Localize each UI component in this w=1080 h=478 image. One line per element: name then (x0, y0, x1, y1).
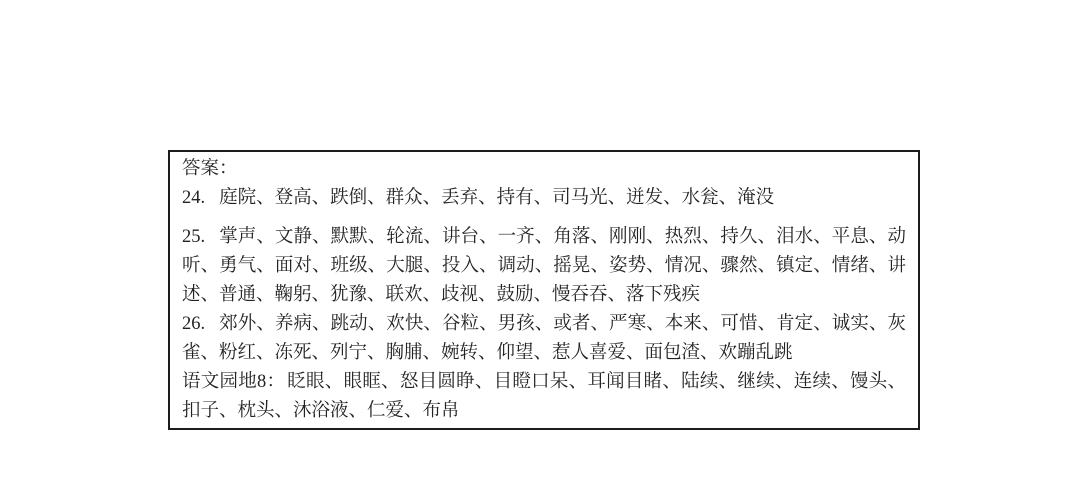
answer-words-26: 郊外、养病、跳动、欢快、谷粒、男孩、或者、严寒、本来、可惜、肯定、诚实、灰雀、粉红、冻死、列宁、胸脯、婉转、仰望、惹人喜爱、面包渣、欢蹦乱跳 (182, 314, 906, 363)
answer-number-24: 24. (182, 188, 206, 208)
answer-box (168, 150, 920, 430)
answer-number-26: 26. (182, 314, 206, 334)
answer-line-24 (182, 184, 906, 213)
answer-line-yuwenyuandi-8 (182, 368, 906, 426)
answer-words-25: 掌声、文静、默默、轮流、讲台、一齐、角落、刚刚、热烈、持久、泪水、平息、动听、勇气、面对、班级、大腿、投入、调动、摇晃、姿势、情况、骤然、镇定、情绪、讲述、普通、鞠躬、犹豫、联欢、歧视、鼓励、慢吞吞、落下残疾 (182, 227, 906, 305)
answer-words-24: 庭院、登高、跌倒、群众、丢弃、持有、司马光、迸发、水瓮、淹没 (219, 188, 775, 208)
answer-words-yuwenyuandi-8: 眨眼、眼眶、怒目圆睁、目瞪口呆、耳闻目睹、陆续、继续、连续、馒头、扣子、枕头、沐浴液、仁爱、布帛 (182, 372, 906, 421)
answer-line-26 (182, 310, 906, 368)
answers-heading: 答案： (182, 159, 238, 179)
answer-number-25: 25. (182, 227, 206, 247)
answer-label-yuwenyuandi-8: 语文园地8： (182, 372, 286, 392)
answer-line-25 (182, 223, 906, 310)
